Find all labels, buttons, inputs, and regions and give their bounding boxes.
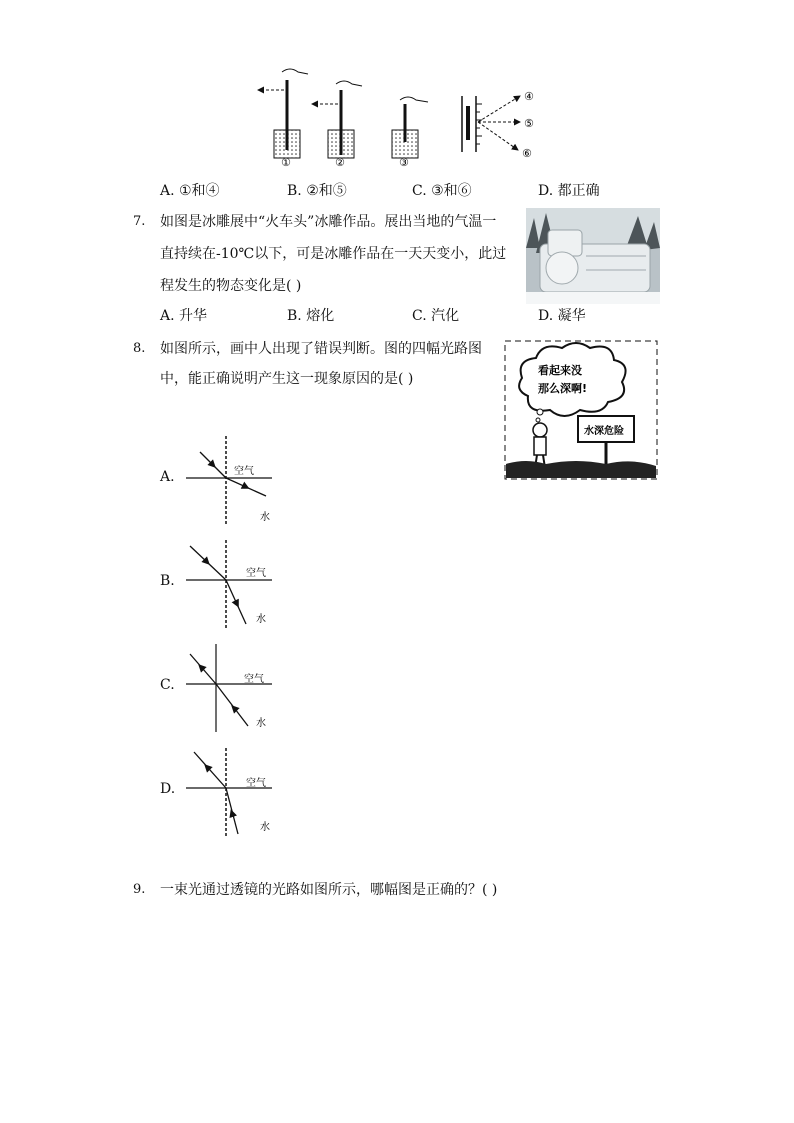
q7-option-b[interactable]: B. 熔化 <box>287 308 335 324</box>
scale-label: ⑤ <box>524 117 534 130</box>
beaker-2 <box>312 81 362 158</box>
beaker-label: ② <box>335 156 345 169</box>
air-label: 空气 <box>234 466 254 477</box>
q8-line-2: 中，能正确说明产生这一现象原因的是( ) <box>160 371 414 387</box>
beaker-label: ③ <box>399 156 409 169</box>
q8-option-c[interactable]: C. <box>160 677 175 693</box>
question-number: 7. <box>133 214 146 229</box>
beaker-1 <box>258 69 308 158</box>
q8-option-d[interactable]: D. <box>160 781 176 797</box>
question-number: 8. <box>133 341 146 356</box>
q7-line-3: 程发生的物态变化是( ) <box>160 278 302 294</box>
q7-option-c[interactable]: C. 汽化 <box>412 308 460 324</box>
thermometer-scale <box>462 96 520 152</box>
q9-text: 一束光通过透镜的光路如图所示，哪幅图是正确的？( ) <box>160 882 498 898</box>
air-label: 空气 <box>244 674 264 685</box>
water-label: 水 <box>260 822 270 833</box>
q6-option-b[interactable]: B. ②和⑤ <box>287 183 347 199</box>
air-label: 空气 <box>246 568 266 579</box>
q8-option-a[interactable]: A. <box>160 469 175 485</box>
q8-line-1: 如图所示，画中人出现了错误判断。图的四幅光路图 <box>160 341 482 357</box>
q6-option-a[interactable]: A. ①和④ <box>160 183 220 199</box>
air-label: 空气 <box>246 778 266 789</box>
light-diagram-b <box>186 536 276 630</box>
beaker-3 <box>392 97 428 158</box>
scale-label: ⑥ <box>522 147 532 160</box>
question-number: 9. <box>133 882 146 897</box>
bubble-line-1: 看起来没 <box>538 364 582 377</box>
bubble-line-2: 那么深啊! <box>538 382 588 395</box>
q7-option-d[interactable]: D. 凝华 <box>538 308 586 324</box>
q7-option-a[interactable]: A. 升华 <box>160 308 208 324</box>
cartoon-figure <box>504 340 658 480</box>
light-diagram-c <box>186 640 276 734</box>
q8-option-b[interactable]: B. <box>160 573 175 589</box>
beaker-label: ① <box>281 156 291 169</box>
ice-train-photo <box>526 208 660 304</box>
thermometer-figure <box>250 60 550 170</box>
light-diagram-a <box>186 432 276 526</box>
q7-line-1: 如图是冰雕展中“火车头”冰雕作品。展出当地的气温一 <box>160 214 497 230</box>
sign-text: 水深危险 <box>584 426 624 437</box>
scale-label: ④ <box>524 90 534 103</box>
q6-option-c[interactable]: C. ③和⑥ <box>412 183 472 199</box>
water-label: 水 <box>256 614 266 625</box>
water-label: 水 <box>260 512 270 523</box>
light-diagram-d <box>186 744 276 838</box>
water-label: 水 <box>256 718 266 729</box>
q7-line-2: 直持续在-10℃以下，可是冰雕作品在一天天变小，此过 <box>160 246 507 262</box>
q6-option-d[interactable]: D. 都正确 <box>538 183 600 199</box>
